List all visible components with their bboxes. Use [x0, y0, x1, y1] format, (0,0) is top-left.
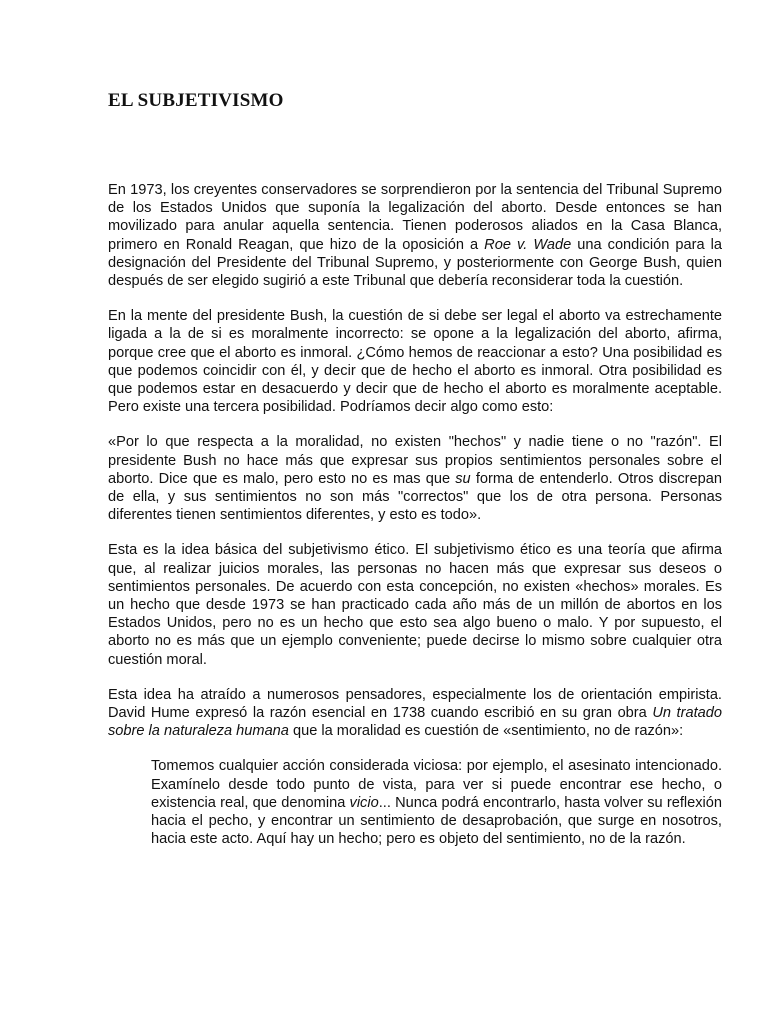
block-quote-emphasis: vicio	[349, 794, 379, 811]
paragraph-5-text-b: que la moralidad es cuestión de «sentimiento, no de razón»:	[288, 723, 684, 740]
document-body	[108, 181, 722, 866]
block-quote-text-b: ... Nunca podrá encontrarlo, hasta volver su reflexión hacia el pecho, y encontrar un sentimiento de desaprobación, que surge en nosotros, hacia este acto. Aquí hay un hecho; pero es objeto del sentimiento, no de la razón.	[151, 794, 723, 848]
paragraph-5-text-a: Esta idea ha atraído a numerosos pensadores, especialmente los de orientación empirista. David Hume expresó la razón esencial en 1738 cuando escribió en su gran obra	[108, 686, 722, 722]
paragraph-3-emphasis: su	[455, 470, 471, 487]
paragraph-3-text-b: forma de entenderlo. Otros discrepan de ella, y sus sentimientos no son más "correctos" que los de otra persona. Personas diferentes tienen sentimientos diferentes, y esto es todo».	[108, 470, 722, 524]
paragraph-1-emphasis: Roe v. Wade	[484, 236, 572, 253]
block-quote	[151, 757, 722, 848]
paragraph-3	[108, 433, 722, 524]
paragraph-1	[108, 181, 722, 290]
paragraph-3-text-a: «Por lo que respecta a la moralidad, no existen "hechos" y nadie tiene o no "razón". El presidente Bush no hace más que expresar sus propios sentimientos personales sobre el aborto. Dice que es malo, pero esto no es mas que	[108, 434, 722, 487]
paragraph-1-text-a: En 1973, los creyentes conservadores se sorprendieron por la sentencia del Tribunal Supremo de los Estados Unidos que suponía la legalización del aborto. Desde entonces se han movilizado para anular aquella sentencia. Tienen poderosos aliados en la Casa Blanca, primero en Ronald Reagan, que hizo de la oposición a	[108, 182, 722, 253]
document-title: EL SUBJETIVISMO	[108, 90, 284, 111]
block-quote-text-a: Tomemos cualquier acción considerada viciosa: por ejemplo, el asesinato intencionado. Examínelo desde todo punto de vista, para ver si puede encontrar ese hecho, o existencia real, que denomina	[151, 758, 722, 811]
paragraph-2: En la mente del presidente Bush, la cuestión de si debe ser legal el aborto va estrechamente ligada a la de si es moralmente incorrecto: se opone a la legalización del aborto, afirma, porque cree que el aborto es inmoral. ¿Cómo hemos de reaccionar a esto? Una posibilidad es que podemos coincidir con él, y decir que de hecho el aborto es inmoral. Otra posibilidad es que podemos estar en desacuerdo y decir que de hecho el aborto es moralmente aceptable. Pero existe una tercera posibilidad. Podríamos decir algo como esto:	[108, 308, 722, 416]
paragraph-5-emphasis: Un tratado sobre la naturaleza humana	[108, 705, 722, 740]
paragraph-5	[108, 686, 722, 741]
paragraph-4: Esta es la idea básica del subjetivismo ético. El subjetivismo ético es una teoría que afirma que, al realizar juicios morales, las personas no hacen más que expresar sus deseos o sentimientos personales. De acuerdo con esta concepción, no existen «hechos» morales. Es un hecho que desde 1973 se han practicado cada año más de un millón de abortos en los Estados Unidos, pero no es un hecho que esto sea algo bueno o malo. Y por supuesto, el aborto no es más que un ejemplo conveniente; puede decirse lo mismo sobre cualquier otra cuestión moral.	[108, 542, 722, 668]
paragraph-1-text-b: una condición para la designación del Presidente del Tribunal Supremo, y posteriormente con George Bush, quien después de ser elegido sugirió a este Tribunal que debería reconsiderar toda la cuestión.	[108, 236, 722, 290]
